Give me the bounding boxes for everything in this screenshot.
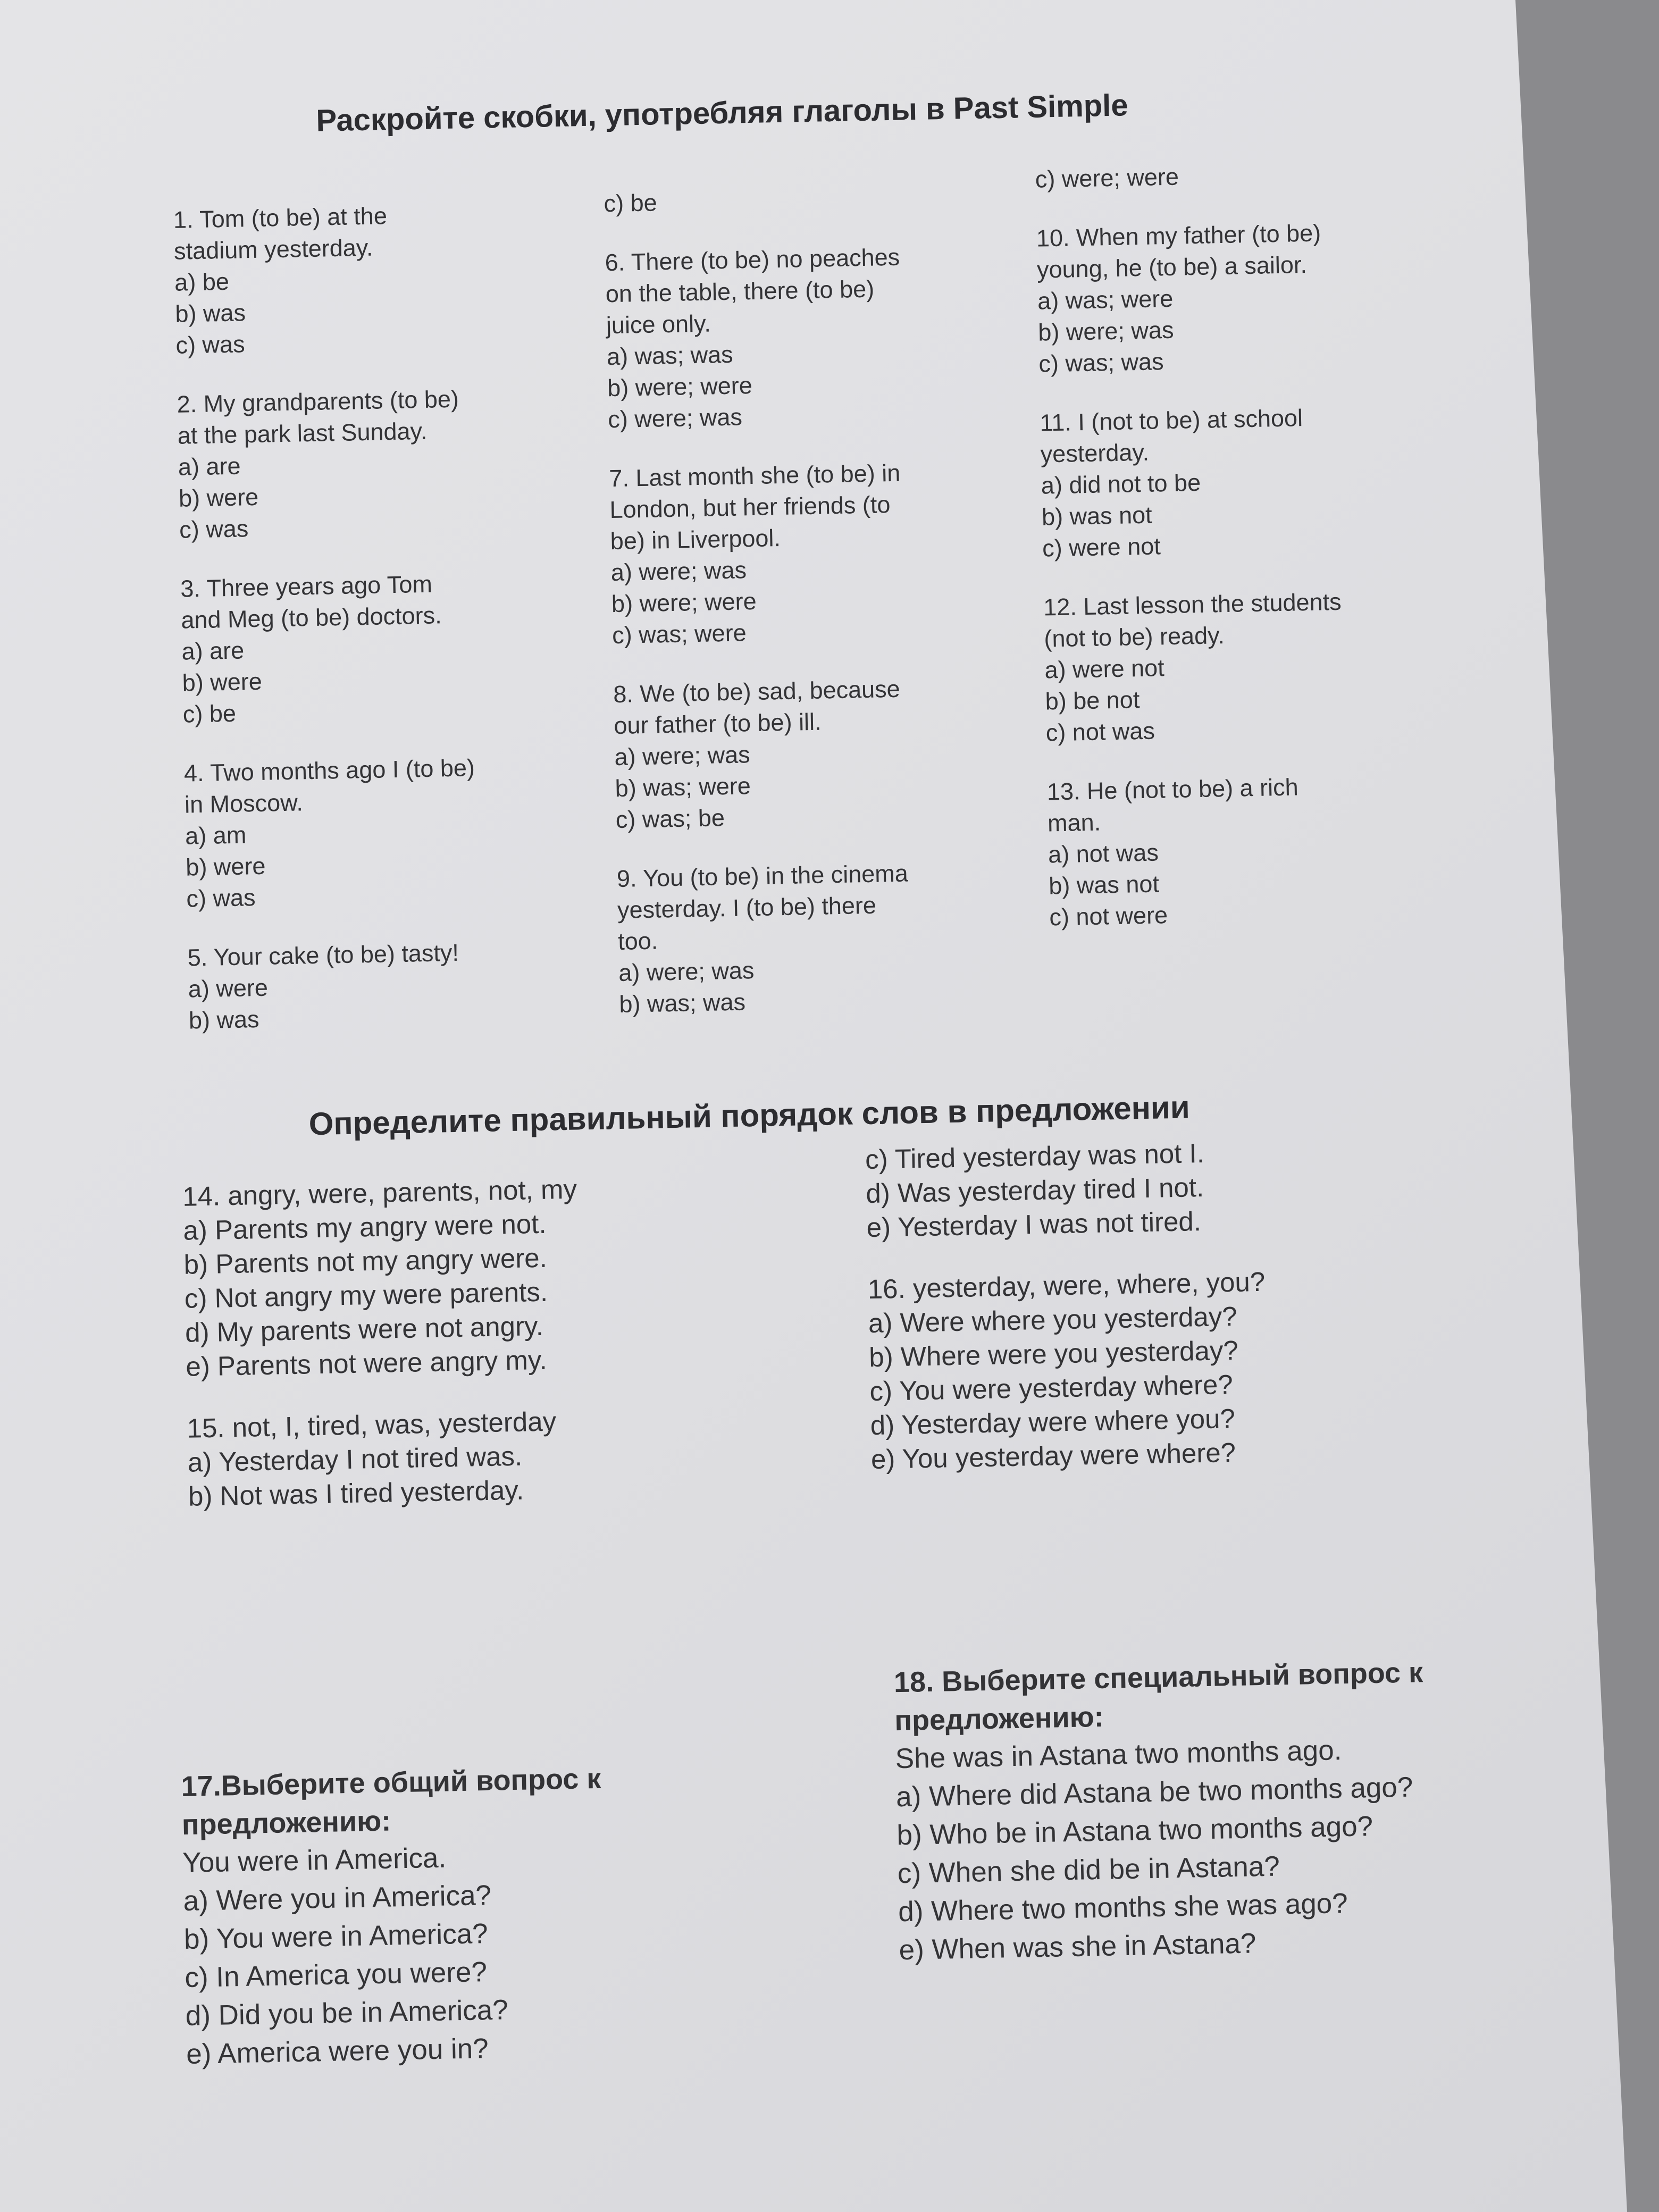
- section2-right-column: [865, 1129, 1563, 1504]
- question-text: and Meg (to be) doctors.: [180, 601, 442, 634]
- answer-option: c) When she did be in Astana?: [897, 1850, 1280, 1890]
- answer-option: a) was; were: [1037, 284, 1174, 315]
- section1-column-1: [173, 196, 604, 1064]
- answer-option: e) When was she in Astana?: [899, 1928, 1256, 1966]
- section2-left-column: [182, 1167, 881, 1541]
- answer-option: c) was: [175, 330, 246, 359]
- question-text: young, he (to be) a sailor.: [1036, 250, 1308, 283]
- question-text: 6. There (to be) no peaches: [605, 243, 900, 276]
- question-carryover: [865, 1129, 1558, 1245]
- answer-option: b) was not: [1048, 870, 1160, 900]
- question-text: 13. He (not to be) a rich: [1046, 773, 1299, 806]
- option: c) be: [604, 189, 658, 217]
- answer-option: b) Parents not my angry were.: [183, 1242, 548, 1280]
- answer-option: b) was; were: [615, 772, 751, 802]
- question-text: at the park last Sunday.: [177, 417, 428, 449]
- question-text: 11. I (not to be) at school: [1040, 404, 1303, 437]
- question-text: in Moscow.: [184, 789, 304, 818]
- question-text: our father (to be) ill.: [613, 708, 822, 740]
- question-text: stadium yesterday.: [173, 233, 373, 265]
- question-text: 9. You (to be) in the cinema: [616, 859, 909, 893]
- answer-option: b) were: [185, 852, 266, 881]
- answer-option: b) You were in America?: [183, 1918, 489, 1956]
- task-sentence: She was in Astana two months ago.: [895, 1735, 1342, 1775]
- question-text: 16. yesterday, were, where, you?: [867, 1266, 1266, 1305]
- answer-option: e) Yesterday I was not tired.: [866, 1206, 1202, 1243]
- question-text: 15. not, I, tired, was, yesterday: [187, 1406, 557, 1444]
- question-text: 4. Two months ago I (to be): [183, 754, 475, 787]
- question-item: [1043, 583, 1504, 748]
- answer-option: a) was; was: [606, 340, 734, 371]
- question-text: 5. Your cake (to be) tasty!: [187, 939, 459, 971]
- answer-option: a) are: [178, 452, 241, 481]
- option: c) were; were: [1035, 163, 1179, 193]
- section1-title: Раскройте скобки, употребляя глаголы в Past Simple: [315, 88, 1129, 138]
- question-item: [1046, 767, 1507, 933]
- question-item: [187, 934, 604, 1036]
- question-item: [1040, 398, 1500, 564]
- question-item: [1036, 214, 1496, 379]
- question-item: [613, 671, 1036, 835]
- answer-option: c) be: [182, 699, 237, 728]
- question-item: [187, 1398, 879, 1514]
- task-sentence: You were in America.: [182, 1842, 447, 1879]
- answer-option: d) Was yesterday tired I not.: [865, 1171, 1204, 1209]
- answer-option: b) were; was: [1037, 316, 1174, 346]
- answer-option: a) Where did Astana be two months ago?: [895, 1771, 1413, 1813]
- question-text: 10. When my father (to be): [1036, 219, 1321, 252]
- question-item: [182, 1167, 877, 1384]
- answer-option: c) not was: [1045, 717, 1155, 747]
- question-item: [180, 565, 598, 730]
- section1-column-3: [1035, 155, 1507, 960]
- answer-option: d) Yesterday were where you?: [870, 1403, 1236, 1441]
- question-17: [181, 1754, 878, 2074]
- answer-option: b) Who be in Astana two months ago?: [896, 1811, 1373, 1851]
- question-item: [177, 381, 594, 546]
- question-text: man.: [1047, 808, 1101, 837]
- answer-option: a) were; was: [618, 957, 755, 986]
- answer-option: a) were: [188, 974, 269, 1003]
- answer-option: c) was; were: [611, 619, 747, 649]
- section2-title: Определите правильный порядок слов в предложении: [308, 1089, 1191, 1142]
- answer-option: a) did not to be: [1041, 468, 1201, 499]
- answer-option: d) My parents were not angry.: [185, 1310, 544, 1348]
- answer-option: a) not was: [1048, 839, 1159, 868]
- question-item: [183, 750, 601, 915]
- question-18: [893, 1650, 1590, 1970]
- answer-option: b) were: [178, 483, 259, 512]
- answer-option: b) be not: [1045, 686, 1140, 715]
- question-text: (not to be) ready.: [1043, 622, 1225, 652]
- answer-option: a) Yesterday I not tired was.: [187, 1440, 523, 1478]
- answer-option: a) were; was: [614, 741, 751, 771]
- answer-option: c) Not angry my were parents.: [184, 1276, 548, 1314]
- question-item: [616, 855, 1040, 1020]
- question-carryover: [604, 180, 1024, 219]
- section1-column-2: [604, 180, 1040, 1048]
- question-text: 1. Tom (to be) at the: [173, 202, 388, 233]
- answer-option: a) were not: [1044, 654, 1165, 684]
- answer-option: b) were: [182, 667, 263, 697]
- answer-option: b) Not was I tired yesterday.: [188, 1474, 524, 1512]
- task-heading: предложению:: [181, 1805, 391, 1841]
- question-text: 8. We (to be) sad, because: [613, 675, 901, 708]
- answer-option: c) not were: [1049, 901, 1168, 931]
- answer-option: b) was not: [1041, 501, 1153, 531]
- question-item: [605, 239, 1028, 435]
- question-text: too.: [617, 927, 658, 956]
- answer-option: b) Where were you yesterday?: [868, 1335, 1239, 1373]
- question-item: [609, 455, 1033, 651]
- answer-option: b) was: [174, 299, 246, 328]
- task-heading: предложению:: [894, 1700, 1104, 1737]
- answer-option: a) Parents my angry were not.: [182, 1208, 547, 1246]
- answer-option: e) You yesterday were where?: [870, 1437, 1236, 1475]
- answer-option: c) was: [186, 884, 256, 912]
- question-text: London, but her friends (to: [609, 491, 891, 524]
- answer-option: c) You were yesterday where?: [869, 1369, 1234, 1407]
- answer-option: c) were not: [1042, 532, 1161, 562]
- question-text: 2. My grandparents (to be): [177, 385, 459, 418]
- answer-option: c) was; be: [615, 804, 725, 834]
- task-heading: 18. Выберите специальный вопрос к: [893, 1656, 1423, 1699]
- question-text: 7. Last month she (to be) in: [608, 459, 901, 492]
- question-text: 14. angry, were, parents, not, my: [182, 1174, 577, 1212]
- answer-option: a) were; was: [610, 556, 747, 586]
- answer-option: c) were; was: [607, 403, 743, 433]
- answer-option: a) be: [174, 267, 230, 296]
- answer-option: c) was; was: [1038, 348, 1164, 378]
- question-text: 12. Last lesson the students: [1043, 588, 1342, 621]
- answer-option: e) America were you in?: [186, 2033, 489, 2070]
- answer-option: a) am: [185, 821, 247, 850]
- question-text: 3. Three years ago Tom: [180, 570, 433, 602]
- answer-option: b) were; were: [607, 371, 753, 402]
- question-text: juice only.: [606, 309, 711, 339]
- answer-option: a) Were where you yesterday?: [868, 1301, 1238, 1339]
- question-text: be) in Liverpool.: [610, 524, 781, 555]
- answer-option: c) was: [179, 515, 249, 543]
- answer-option: d) Did you be in America?: [185, 1994, 509, 2032]
- question-item: [867, 1259, 1562, 1477]
- question-text: yesterday. I (to be) there: [617, 891, 877, 924]
- answer-option: c) In America you were?: [184, 1956, 488, 1994]
- question-carryover: [1035, 155, 1493, 195]
- answer-option: a) Were you in America?: [183, 1879, 492, 1917]
- task-heading: 17.Выберите общий вопрос к: [180, 1762, 601, 1803]
- question-text: yesterday.: [1040, 438, 1150, 468]
- answer-option: d) Where two months she was ago?: [898, 1888, 1348, 1928]
- answer-option: e) Parents not were angry my.: [185, 1344, 548, 1382]
- question-item: [173, 196, 591, 361]
- answer-option: b) was; was: [618, 988, 746, 1018]
- question-text: on the table, there (to be): [605, 275, 875, 308]
- answer-option: b) were; were: [611, 587, 757, 618]
- answer-option: c) Tired yesterday was not I.: [865, 1137, 1205, 1175]
- answer-option: b) was: [188, 1006, 259, 1034]
- answer-option: a) are: [181, 636, 245, 665]
